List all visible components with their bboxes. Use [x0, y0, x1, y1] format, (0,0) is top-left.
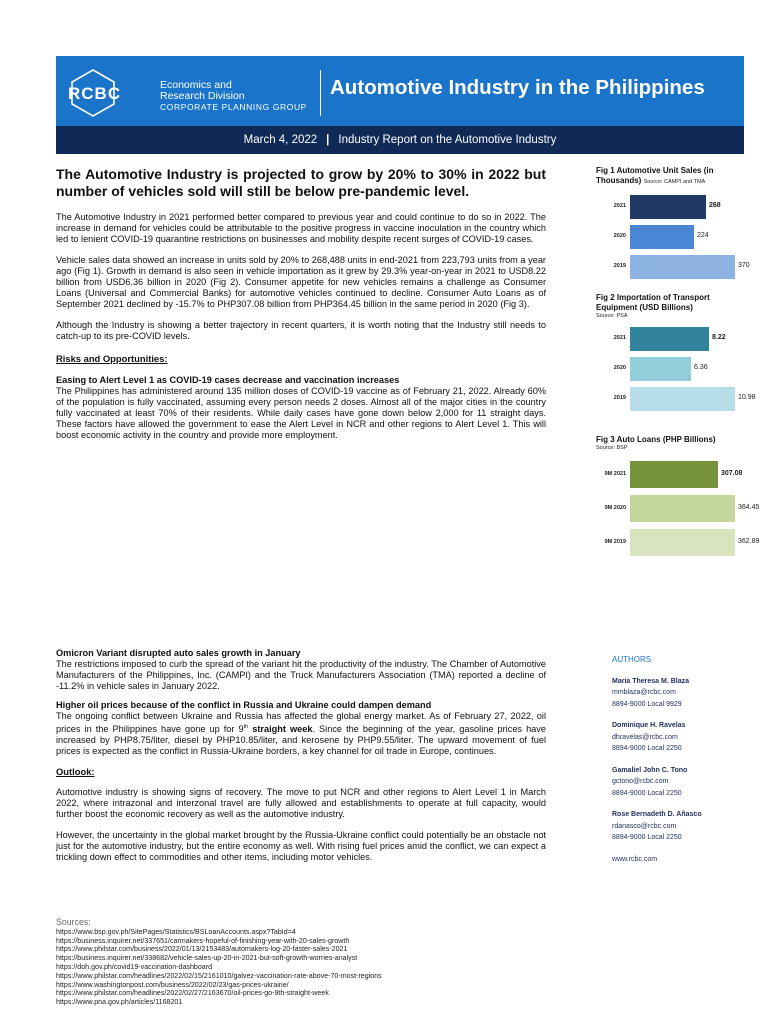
author-email[interactable]: dhravelas@rcbc.com	[612, 733, 678, 741]
fig2-bar	[630, 357, 691, 381]
author-email[interactable]: gctono@rcbc.com	[612, 778, 669, 785]
source-link[interactable]: https://www.philstar.com/headlines/2022/02/15/2161010/galvez-vaccination-rate-above-70-most-regions	[56, 971, 382, 980]
charts-sidebar	[596, 166, 760, 567]
fig2-chart	[596, 323, 756, 415]
fig2-category-label: 2021	[613, 335, 626, 341]
author-entry	[612, 720, 752, 755]
fig2-bar	[630, 387, 735, 411]
oil-prices-heading: Higher oil prices because of the conflict in Russia and Ukraine could dampen demand	[56, 700, 432, 710]
fig3-bar	[630, 529, 735, 556]
fig2-value-label: 8.22	[712, 334, 726, 341]
report-date: March 4, 2022	[243, 134, 318, 146]
author-phone: 8894-9000 Local 2250	[612, 745, 682, 752]
author-phone: 8894-9000 Local 2250	[612, 789, 682, 797]
fig1-value-label: 224	[697, 232, 709, 239]
author-entry	[612, 676, 752, 711]
fig3-value-label: 364.45	[738, 503, 760, 511]
fig1-category-label: 2019	[613, 263, 626, 269]
author-name: Maria Theresa M. Blaza	[612, 677, 690, 685]
fig3-chart	[596, 457, 760, 567]
outlook-paragraph-2: However, the uncertainty in the global market brought by the Russia-Ukraine conflict could potentially be an obstacle not just for the automotive industry, but the entire economy as well. With rising fuel prices amid the conflict, we can expect a trickling down effect to commodities and other items, including motor vehicles.	[56, 830, 546, 863]
oil-text-a: The ongoing conflict between Ukraine and Russia has affected the global energy market. As of February 27, 2022, oil prices in the Philippines have gone up for 9	[56, 711, 546, 735]
website-link[interactable]: www.rcbc.com	[612, 855, 658, 863]
division-name	[160, 80, 307, 113]
omicron-heading: Omicron Variant disrupted auto sales growth in January	[56, 648, 301, 658]
fig1-title-text: Fig 1 Automotive Unit Sales (in Thousands)	[596, 166, 714, 185]
fig2-value-label: 6.36	[694, 364, 708, 371]
oil-text-bold: straight week	[248, 724, 313, 735]
fig2	[596, 293, 756, 415]
paragraph-trajectory: Although the Industry is showing a better trajectory in recent quarters, it is worth noting that the Industry still needs to catch-up to its pre-COVID levels.	[56, 320, 546, 341]
report-type: Industry Report on the Automotive Industry	[338, 134, 557, 146]
fig3-category-label: 9M 2021	[604, 470, 626, 477]
article-body	[56, 166, 546, 441]
fig1-title	[596, 166, 746, 187]
fig3	[596, 435, 760, 567]
fig1-value-label: 268	[709, 202, 721, 209]
alert-level-heading: Easing to Alert Level 1 as COVID-19 cases decrease and vaccination increases	[56, 375, 400, 385]
oil-text-sup: th	[243, 724, 249, 730]
fig1-category-label: 2021	[613, 203, 626, 209]
sources-label: Sources:	[56, 917, 91, 927]
authors-box	[612, 654, 752, 865]
paragraph-sales: Vehicle sales data showed an increase in units sold by 20% to 268,488 units in end-2021 from 223,793 units from a year ago (Fig 1). Growth in demand is also seen in vehicle importation as it grew by 29.3% year-on-year in 2021 to USD8.22 billion from USD6.36 billion in 2020 (Fig 2). Consumer appetite for new vehicles remains a challenge as Consumer Loans (Universal and Commercial Banks) for automotive vehicles continued to decline. Consumer Auto Loans as of September 2021 declined by -15.7% to PHP307.08 billion from PHP364.45 billion in the same period in 2020 (Fig 3).	[56, 255, 546, 309]
author-name: Dominique H. Ravelas	[612, 722, 686, 729]
risks-heading: Risks and Opportunities:	[56, 353, 168, 364]
author-name: Gamaliel John C. Tono	[612, 766, 688, 774]
fig3-source: Source: BSP	[596, 445, 628, 451]
fig2-category-label: 2020	[613, 365, 626, 371]
division-line-1: Economics and	[160, 79, 232, 91]
alert-level-text: The Philippines has administered around 135 million doses of COVID-19 vaccine as of February 21, 2022. Already 60% of the population is fully vaccinated, assuming every person needs 2 doses. Almost all of the major cities in the country fully vaccinated at least 70% of their residents. While daily cases have gone down below 2,000 for 11 straight days. These factors have allowed the government to ease the Alert Level in NCR and other regions to Alert Level 1. This will boost economic activity in the country and provide more employment.	[56, 386, 546, 440]
fig1-bar	[630, 225, 694, 249]
authors-title: AUTHORS	[612, 655, 652, 664]
author-phone: 8894-9000 Local 9929	[612, 700, 682, 708]
source-link[interactable]: https://business.inquirer.net/337651/carmakers-hopeful-of-finishing-year-with-20-sales-growth	[56, 936, 350, 945]
fig1-chart	[596, 191, 750, 283]
fig2-value-label: 10.98	[738, 394, 756, 401]
logo-text: RCBC	[68, 84, 122, 103]
headline: The Automotive Industry is projected to grow by 20% to 30% in 2022 but number of vehicles sold will still be below pre-pandemic level.	[56, 166, 546, 199]
fig1-source: Source: CAMPI and TMA	[643, 179, 706, 185]
fig1-value-label: 370	[738, 262, 750, 269]
fig3-value-label: 307.08	[721, 469, 743, 477]
author-name: Rose Bernadeth D. Añasco	[612, 811, 702, 818]
author-entry	[612, 809, 752, 844]
source-link[interactable]: https://doh.gov.ph/covid19-vaccination-dashboard	[56, 962, 213, 971]
division-line-2: Research Division	[160, 90, 245, 102]
source-link[interactable]: https://www.philstar.com/business/2022/01/13/2153483/automakers-log-20-faster-sales-2021	[56, 945, 348, 954]
fig1-category-label: 2020	[613, 233, 626, 239]
source-link[interactable]: https://www.pna.gov.ph/articles/1168201	[56, 998, 183, 1007]
oil-text-b: . Since the beginning of the year, gasoline prices have increased by PHP8.75/liter, diesel by PHP10.85/liter, and kerosene by PHP9.55/liter. The upward movement of fuel prices is expected as the conflict in Russia-Ukraine borders, a key channel for oil trade in Europe, continues.	[56, 724, 546, 757]
fig1	[596, 166, 750, 283]
fig3-title: Fig 3 Auto Loans (PHP Billions)	[596, 435, 716, 444]
author-email[interactable]: rdanasco@rcbc.com	[612, 822, 677, 830]
fig2-bar	[630, 327, 709, 351]
source-link[interactable]: https://www.philstar.com/headlines/2022/02/27/2163670/oil-prices-go-9th-straight-week	[56, 989, 329, 998]
fig1-bar	[630, 255, 735, 279]
article-body-lower	[56, 648, 546, 863]
oil-prices-text	[56, 711, 546, 757]
date-separator: |	[326, 134, 330, 146]
fig3-value-label: 362.89	[738, 537, 760, 545]
fig2-source: Source: PSA	[596, 313, 628, 319]
fig3-category-label: 9M 2019	[604, 538, 626, 545]
fig3-bar	[630, 495, 735, 522]
fig2-category-label: 2019	[613, 395, 626, 401]
author-email[interactable]: mmblaza@rcbc.com	[612, 689, 676, 696]
author-phone: 8894-9000 Local 2250	[612, 834, 682, 841]
division-line-3: CORPORATE PLANNING GROUP	[160, 102, 307, 112]
header-divider	[320, 70, 321, 116]
date-bar	[56, 126, 744, 154]
source-link[interactable]: https://www.washingtonpost.com/business/2022/02/23/gas-prices-ukraine/	[56, 980, 289, 989]
outlook-paragraph-1: Automotive industry is showing signs of recovery. The move to put NCR and other regions to Alert Level 1 in March 2022, where intrazonal and interzonal travel are fully allowed and establishments to operate at full capacity, would further boost the economic recovery as well as the automotive industry.	[56, 787, 546, 820]
omicron-text: The restrictions imposed to curb the spread of the variant hit the productivity of the industry. The Chamber of Automotive Manufacturers of the Philippines, Inc. (CAMPI) and the Truck Manufacturers Association (TMA) reported a decline of -11.2% in vehicle sales in January 2022.	[56, 659, 546, 691]
fig2-title: Fig 2 Importation of Transport Equipment (USD Billions)	[596, 293, 710, 312]
sources-list	[56, 918, 556, 1007]
fig3-category-label: 9M 2020	[604, 504, 626, 511]
author-entry	[612, 765, 752, 800]
report-header	[56, 56, 744, 126]
fig3-bar	[630, 461, 718, 488]
source-link[interactable]: https://business.inquirer.net/338682/vehicle-sales-up-20-in-2021-but-soft-growth-worries-analyst	[56, 954, 358, 963]
fig1-bar	[630, 195, 706, 219]
page-title: Automotive Industry in the Philippines	[330, 76, 705, 99]
paragraph-intro: The Automotive Industry in 2021 performed better compared to previous year and could continue to do so in 2022. The increase in demand for vehicles could be attributable to the positive progress in vaccine inoculation in the country which led to lenient COVID-19 quarantine restrictions on businesses and mobility despite recent surges of COVID-19 cases.	[56, 212, 546, 244]
outlook-heading: Outlook:	[56, 766, 95, 778]
source-link[interactable]: https://www.bsp.gov.ph/SitePages/Statistics/BSLoanAccounts.aspx?TabId=4	[56, 927, 296, 936]
